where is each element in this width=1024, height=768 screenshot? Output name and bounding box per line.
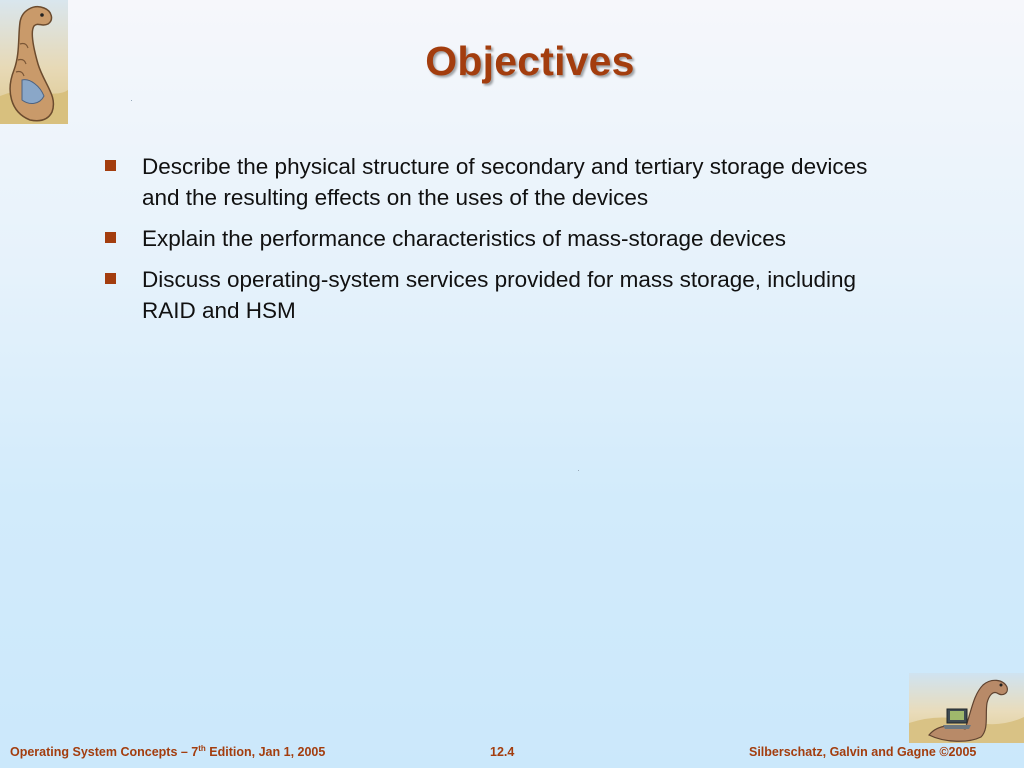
square-bullet-icon: [105, 273, 116, 284]
footer-copyright: Silberschatz, Galvin and Gagne ©2005: [749, 745, 977, 759]
page-number: 12.4: [490, 745, 515, 759]
footer-title-superscript: th: [198, 743, 206, 753]
bullet-text: Explain the performance characteristics of mass-storage devices: [142, 226, 787, 251]
decorative-dot: [578, 470, 579, 471]
decorative-dot: [131, 100, 132, 101]
bullet-list: [104, 151, 904, 336]
footer-title-suffix: Edition, Jan 1, 2005: [205, 745, 326, 759]
square-bullet-icon: [105, 160, 116, 171]
bullet-item: [104, 223, 904, 254]
bullet-text: Discuss operating-system services provided for mass storage, including RAID and HSM: [142, 267, 857, 323]
bullet-item: [104, 264, 904, 326]
footer-course-title: [10, 745, 325, 759]
dinosaur-laptop-icon: [909, 673, 1024, 743]
square-bullet-icon: [105, 232, 116, 243]
bullet-item: [104, 151, 904, 213]
bullet-text: Describe the physical structure of secondary and tertiary storage devices and the resulting effects on the uses of the devices: [142, 154, 868, 210]
footer-title-prefix: Operating System Concepts – 7: [10, 745, 199, 759]
slide-title: Objectives: [425, 38, 635, 84]
